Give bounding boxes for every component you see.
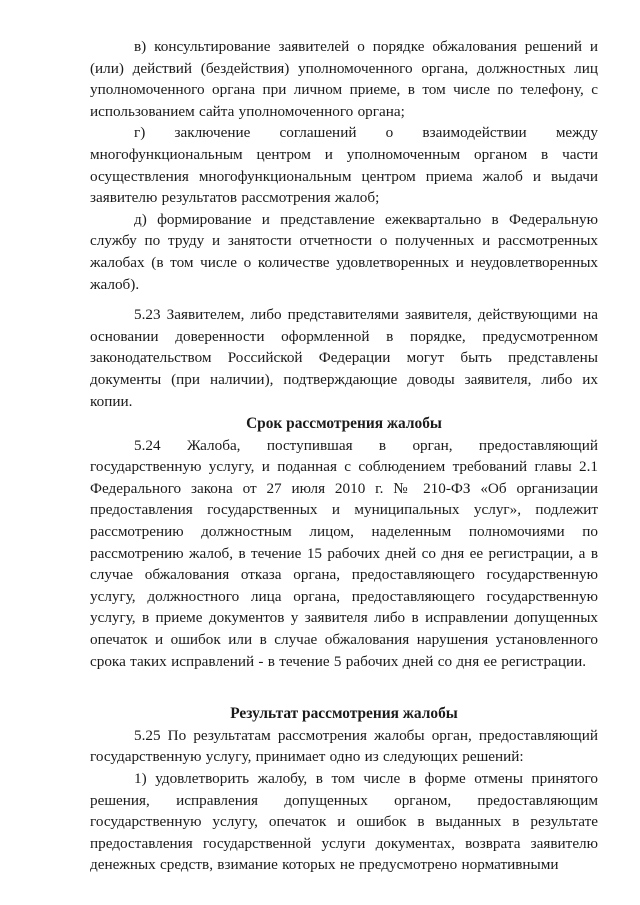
paragraph-5-25-item-1: 1) удовлетворить жалобу, в том числе в форме отмены принятого решения, исправления допущенных органом, предоставляющим государственную услугу, опечаток и ошибок в выданных в результате предоставления государственной услуги документах, возврата заявителю денежных средств, взимание которых не предусмотрено нормативными xyxy=(90,770,598,874)
paragraph-5-23: 5.23 Заявителем, либо представителями заявителя, действующими на основании доверенности оформленной в порядке, предусмотренном законодательством Российской Федерации могут быть представлены документы (при наличии), подтверждающие доводы заявителя, либо их копии. xyxy=(90,306,598,410)
heading-result: Результат рассмотрения жалобы xyxy=(230,705,458,723)
document-page xyxy=(90,36,598,896)
list-item-v: в) консультирование заявителей о порядке обжалования решений и (или) действий (бездействия) уполномоченного органа, должностных лиц уполномоченного органа при личном приеме, в том числе по телефону, с использованием сайта уполномоченного органа; xyxy=(90,38,598,120)
paragraph-5-25: 5.25 По результатам рассмотрения жалобы орган, предоставляющий государственную услугу, принимает одно из следующих решений: xyxy=(90,726,598,766)
heading-term: Срок рассмотрения жалобы xyxy=(246,415,442,433)
list-item-d: д) формирование и представление ежеквартально в Федеральную службу по труду и занятости отчетности о полученных и рассмотренных жалобах (в том числе о количестве удовлетворенных и неудовлетворенных жалоб). xyxy=(90,210,598,293)
list-item-g: г) заключение соглашений о взаимодействии между многофункциональным центром и уполномоченным органом в части осуществления многофункциональным центром приема жалоб и выдачи заявителю результатов рассмотрения жалоб; xyxy=(90,124,598,207)
paragraph-5-24: 5.24 Жалоба, поступившая в орган, предоставляющий государственную услугу, и поданная с соблюдением требований главы 2.1 Федерального закона от 27 июля 2010 г. № 210-ФЗ «Об организации предоставления государственных и муниципальных услуг», подлежит рассмотрению должностным лицом, наделенным полномочиями по рассмотрению жалоб, в течение 15 рабочих дней со дня ее регистрации, а в случае обжалования отказа органа, предоставляющего государственную услугу, должностного лица органа, предоставляющего государственную услугу, в приеме документов у заявителя либо в исправлении допущенных опечаток и ошибок или в случае обжалования нарушения установленного срока таких исправлений - в течение 5 рабочих дней со дня ее регистрации. xyxy=(90,436,598,670)
